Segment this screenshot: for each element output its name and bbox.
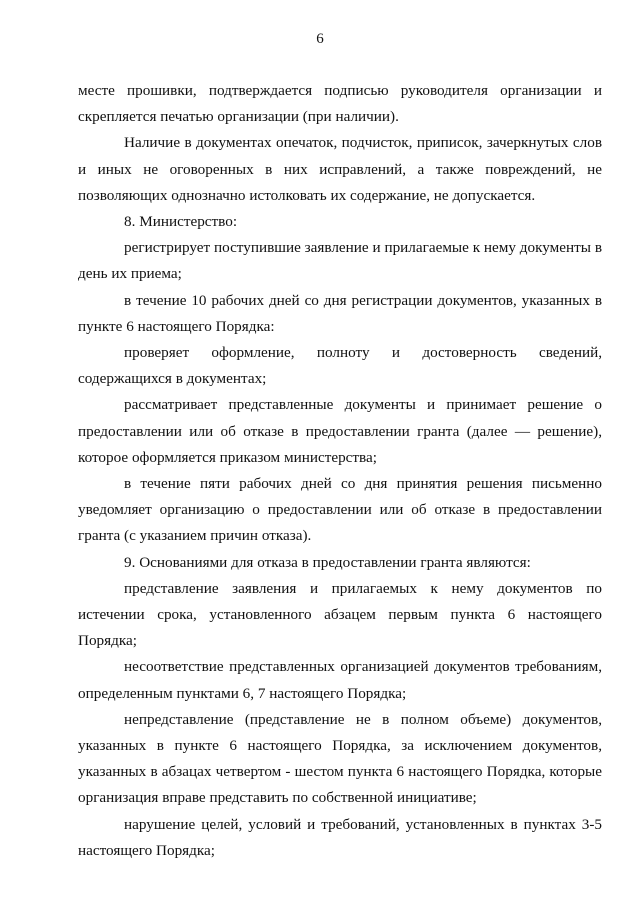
paragraph-1: месте прошивки, подтверждается подписью руководителя организации и скрепляется печатью организации (при наличии). — [78, 82, 602, 126]
document-body — [78, 78, 602, 864]
paragraph-11: несоответствие представленных организацией документов требованиям, определенным пунктами 6, 7 настоящего Порядка; — [78, 658, 602, 702]
page-number: 6 — [316, 31, 324, 47]
paragraph-4: регистрирует поступившие заявление и прилагаемые к нему документы в день их приема; — [78, 239, 602, 283]
paragraph-7: рассматривает представленные документы и принимает решение о предоставлении или об отказе в предоставлении гранта (далее — решение), которое оформляется приказом министерства; — [78, 396, 602, 466]
paragraph-8: в течение пяти рабочих дней со дня принятия решения письменно уведомляет организацию о предоставлении или об отказе в предоставлении гранта (с указанием причин отказа). — [78, 475, 602, 545]
paragraph-3: 8. Министерство: — [124, 213, 238, 231]
paragraph-10: представление заявления и прилагаемых к нему документов по истечении срока, установленного абзацем первым пункта 6 настоящего Порядка; — [78, 579, 602, 650]
paragraph-6: проверяет оформление, полноту и достоверность сведений, содержащихся в документах; — [78, 344, 602, 388]
paragraph-13: нарушение целей, условий и требований, установленных в пунктах 3-5 настоящего Порядка; — [78, 815, 602, 859]
paragraph-5: в течение 10 рабочих дней со дня регистрации документов, указанных в пункте 6 настоящего Порядка: — [78, 291, 602, 335]
paragraph-12: непредставление (представление не в полном объеме) документов, указанных в пункте 6 настоящего Порядка, за исключением документов, указанных в абзацах четвертом - шестом пункта 6 настоящего Порядка, которые организация вправе представить по собственной инициативе; — [78, 710, 602, 807]
paragraph-2: Наличие в документах опечаток, подчисток, приписок, зачеркнутых слов и иных не оговоренных в них исправлений, а также повреждений, не позволяющих однозначно истолковать их содержание, не допускается. — [78, 134, 602, 204]
paragraph-9: 9. Основаниями для отказа в предоставлении гранта являются: — [124, 553, 531, 571]
